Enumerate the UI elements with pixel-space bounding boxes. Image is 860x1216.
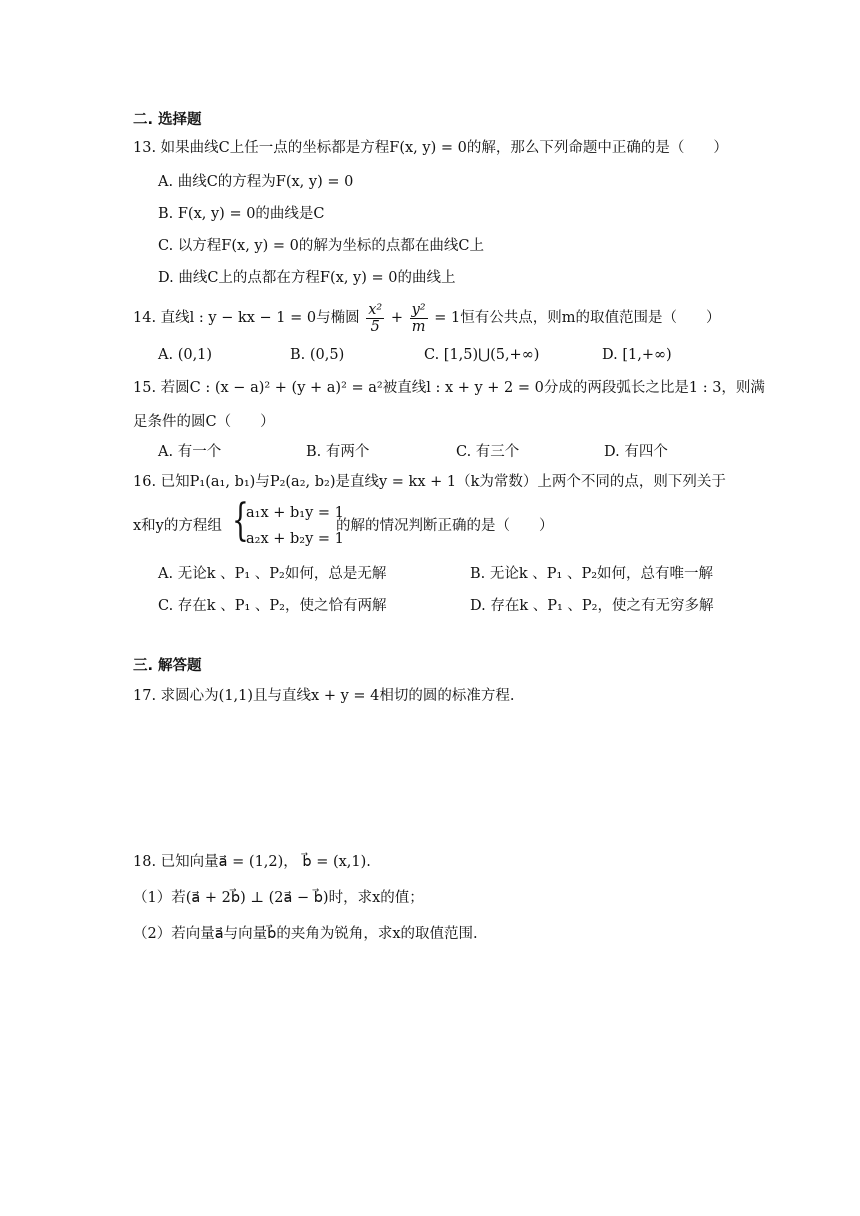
q15-stem-line1: 15. 若圆C : (x − a)² + (y + a)² = a²被直线l : x + y + 2 = 0分成的两段弧长之比是1 : 3，则满 <box>133 380 765 396</box>
q13-stem: 13. 如果曲线C上任一点的坐标都是方程F(x, y) = 0的解，那么下列命题中正确的是（ ） <box>133 140 728 156</box>
q13-option-a: A. 曲线C的方程为F(x, y) = 0 <box>158 174 354 190</box>
section-title-choice: 二. 选择题 <box>133 112 202 128</box>
q15-option-b: B. 有两个 <box>306 444 370 460</box>
q14-frac2-denominator: m <box>411 318 426 335</box>
q14-plus: + <box>390 310 403 326</box>
q15-option-c: C. 有三个 <box>456 444 520 460</box>
q14-option-d: D. [1,+∞) <box>602 347 672 363</box>
q16-stem-line2-post: 的解的情况判断正确的是（ ） <box>336 518 554 534</box>
q16-option-a: A. 无论k 、P₁ 、P₂如何，总是无解 <box>158 566 387 582</box>
q13-option-c: C. 以方程F(x, y) = 0的解为坐标的点都在曲线C上 <box>158 238 484 254</box>
q14-fraction-y <box>410 302 428 335</box>
q13-option-d: D. 曲线C上的点都在方程F(x, y) = 0的曲线上 <box>158 270 456 286</box>
q16-equation-2: a₂x + b₂y = 1 <box>246 531 344 547</box>
q14-stem-post: = 1恒有公共点，则m的取值范围是（ ） <box>434 310 721 326</box>
q15-option-d: D. 有四个 <box>604 444 668 460</box>
q18-stem: 18. 已知向量a⃗ = (1,2)， b⃗ = (x,1). <box>133 854 371 870</box>
q14-stem <box>133 300 720 336</box>
q16-option-b: B. 无论k 、P₁ 、P₂如何，总有唯一解 <box>470 566 714 582</box>
q18-part1: （1）若(a⃗ + 2b⃗) ⊥ (2a⃗ − b⃗)时，求x的值； <box>133 890 424 906</box>
q14-option-a: A. (0,1) <box>158 347 213 363</box>
q13-option-b: B. F(x, y) = 0的曲线是C <box>158 206 325 222</box>
section-title-answer: 三. 解答题 <box>133 658 202 674</box>
q14-fraction-x <box>366 302 384 335</box>
q14-frac2-numerator: y² <box>411 301 426 318</box>
q15-option-a: A. 有一个 <box>158 444 222 460</box>
q16-equation-1: a₁x + b₁y = 1 <box>246 505 344 521</box>
q16-stem-line1: 16. 已知P₁(a₁, b₁)与P₂(a₂, b₂)是直线y = kx + 1（k为常数）上两个不同的点，则下列关于 <box>133 474 726 490</box>
q14-frac1-denominator: 5 <box>370 318 380 335</box>
q16-system-brace: { <box>232 495 249 546</box>
q14-option-c: C. [1,5)⋃(5,+∞) <box>424 347 540 363</box>
q14-stem-pre: 14. 直线l : y − kx − 1 = 0与椭圆 <box>133 310 360 326</box>
q16-stem-line2-pre: x和y的方程组 <box>133 518 222 534</box>
q14-option-b: B. (0,5) <box>290 347 345 363</box>
q18-part2: （2）若向量a⃗与向量b⃗的夹角为锐角，求x的取值范围. <box>133 926 478 942</box>
q17-stem: 17. 求圆心为(1,1)且与直线x + y = 4相切的圆的标准方程. <box>133 688 515 704</box>
q14-frac1-numerator: x² <box>368 301 383 318</box>
q15-stem-line2: 足条件的圆C（ ） <box>133 414 275 430</box>
q16-option-c: C. 存在k 、P₁ 、P₂，使之恰有两解 <box>158 598 387 614</box>
q16-option-d: D. 存在k 、P₁ 、P₂，使之有无穷多解 <box>470 598 714 614</box>
